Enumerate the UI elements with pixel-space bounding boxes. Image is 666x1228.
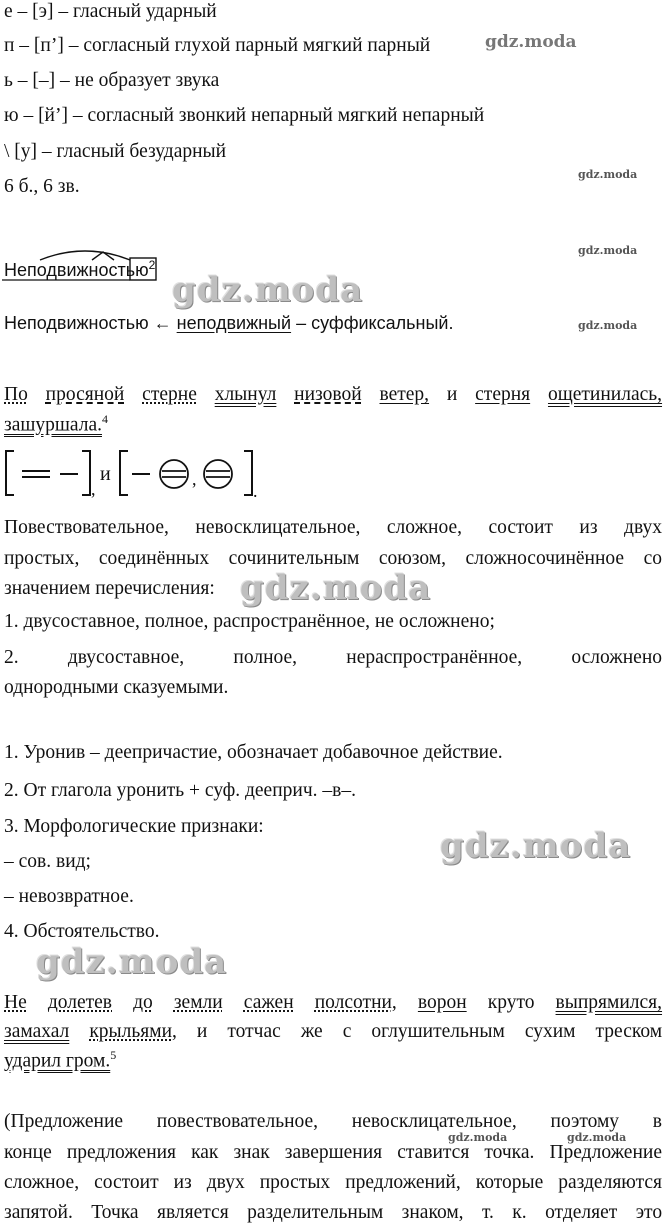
word: невосклицательное, — [351, 1111, 517, 1132]
svg-text:,: , — [192, 469, 197, 489]
word: сухим — [524, 1021, 576, 1042]
participle-line: 1. Уронив – деепричастие, обозначает добавочное действие. — [4, 742, 503, 763]
scheme-conjunction: и — [100, 463, 111, 485]
morpheme-word-text: Неподвижностью — [4, 260, 149, 280]
word: в — [652, 1111, 662, 1132]
explanation-line — [4, 1201, 662, 1224]
word: полсотни, — [314, 992, 397, 1013]
word: т. — [481, 1202, 494, 1223]
word: ветер, — [379, 384, 430, 405]
sentence-line — [4, 412, 108, 437]
participle-line: 2. От глагола уронить + суф. дееприч. –в–. — [4, 780, 356, 801]
word: с — [342, 1021, 352, 1042]
word: треском — [595, 1021, 663, 1042]
watermark: gdz.moda — [578, 319, 638, 332]
svg-text:,: , — [91, 479, 96, 499]
watermark: gdz.moda — [578, 244, 638, 257]
derivation-word: Неподвижностью — [4, 313, 149, 333]
watermark: gdz.moda — [578, 168, 638, 181]
word: круто — [487, 992, 535, 1013]
word: повествовательное, — [156, 1111, 319, 1132]
footnote-mark: 4 — [101, 412, 108, 426]
word: же — [300, 1021, 323, 1042]
footnote-mark: 2 — [148, 258, 156, 272]
word: ворон — [417, 992, 467, 1013]
morpheme-marks — [0, 240, 200, 290]
word: и — [446, 384, 458, 405]
word: Не — [4, 992, 27, 1013]
word: это — [635, 1202, 663, 1223]
sentence-scheme — [2, 445, 272, 507]
word: замахал — [4, 1021, 70, 1042]
word: (Предложение — [4, 1111, 124, 1132]
participle-line: 3. Морфологические признаки: — [4, 816, 264, 837]
word: к. — [512, 1202, 527, 1223]
word: долетев — [47, 992, 113, 1013]
word: запятой. — [4, 1202, 73, 1223]
analysis-item: 1. двусоставное, полное, распространённое, не осложнено; — [4, 611, 495, 632]
word: ударил гром. — [4, 1050, 111, 1072]
word: является — [157, 1202, 229, 1223]
svg-text:.: . — [253, 481, 258, 501]
explanation-line: сложное, состоит из двух простых предложений, которые разделяются — [4, 1172, 662, 1193]
watermark-large: gdz.moda — [440, 826, 632, 866]
phonetic-summary: 6 б., 6 зв. — [4, 176, 80, 197]
sentence-line — [4, 991, 662, 1014]
word: низовой — [294, 384, 362, 405]
word: разделительным — [247, 1202, 384, 1223]
sentence-line — [4, 1048, 116, 1073]
word: полное, — [233, 647, 298, 668]
explanation-line — [4, 1110, 662, 1133]
analysis-item — [4, 646, 662, 669]
word: до — [133, 992, 153, 1013]
word: отделяет — [545, 1202, 618, 1223]
watermark-large: gdz.moda — [240, 568, 432, 608]
word: тотчас — [227, 1021, 281, 1042]
word: земли — [173, 992, 223, 1013]
arrow-icon: ← — [153, 313, 172, 333]
watermark-large: gdz.moda — [172, 270, 364, 310]
watermark-large: gdz.moda — [36, 942, 228, 982]
phonetic-line: ю – [й’] – согласный звонкий непарный мягкий непарный — [4, 105, 485, 126]
word: нераспространённое, — [346, 647, 523, 668]
phonetic-line: п – [п’] – согласный глухой парный мягкий парный — [4, 35, 431, 56]
footnote-mark: 5 — [110, 1048, 117, 1062]
word: крыльями, — [89, 1021, 177, 1042]
word: зашуршала. — [4, 414, 102, 436]
word: оглушительным — [371, 1021, 505, 1042]
word: стерне — [142, 384, 197, 405]
explanation-line: конце предложения как знак завершения ставится точка. Предложение — [4, 1142, 662, 1163]
analysis-line: Повествовательное, невосклицательное, сложное, состоит из двух — [4, 517, 662, 538]
watermark: gdz.moda — [448, 1131, 508, 1144]
word: стерня — [475, 384, 531, 405]
word: просяной — [45, 384, 125, 405]
word: хлынул — [214, 384, 277, 405]
word: поэтому — [550, 1111, 620, 1132]
analysis-line: простых, соединённых сочинительным союзом, сложносочинённое со — [4, 548, 662, 569]
word: По — [4, 384, 28, 405]
participle-line: 4. Обстоятельство. — [4, 921, 160, 942]
watermark: gdz.moda — [485, 32, 577, 52]
phonetic-line: е – [э] – гласный ударный — [4, 1, 217, 22]
phonetic-line: \ [у] – гласный безударный — [4, 141, 227, 162]
analysis-line: значением перечисления: — [4, 578, 215, 599]
phonetic-line: ь – [–] – не образует звука — [4, 70, 220, 91]
word: сажен — [243, 992, 294, 1013]
word: знаком, — [401, 1202, 464, 1223]
participle-line: – сов. вид; — [4, 851, 91, 872]
word: выпрямился, — [555, 992, 663, 1013]
word: и — [196, 1021, 208, 1042]
sentence-line — [4, 383, 662, 406]
watermark: gdz.moda — [567, 1131, 627, 1144]
derivation-line — [4, 313, 453, 335]
word: Точка — [91, 1202, 139, 1223]
analysis-item: однородными сказуемыми. — [4, 677, 229, 698]
word: 2. двусоставное, — [4, 647, 185, 668]
word: ощетинилась, — [547, 384, 663, 405]
participle-line: – невозвратное. — [4, 886, 134, 907]
sentence-line — [4, 1020, 662, 1043]
derivation-method: – суффиксальный. — [296, 313, 454, 333]
word: осложнено — [571, 647, 663, 668]
derivation-base: неподвижный — [176, 313, 292, 333]
